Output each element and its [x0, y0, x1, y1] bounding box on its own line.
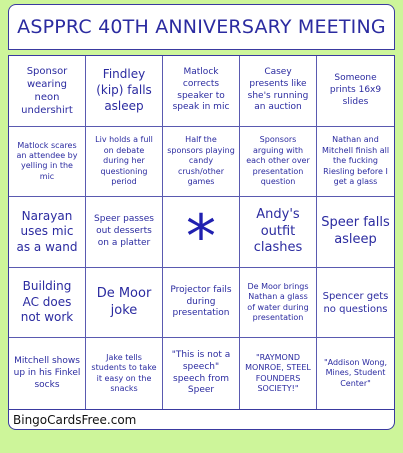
bingo-cell-text: Someone prints 16x9 slides	[329, 73, 382, 107]
bingo-cell-text: Andy's outfit clashes	[253, 206, 303, 256]
bingo-cell-text: Speer falls asleep	[321, 215, 390, 247]
bingo-cell-text: Spencer gets no questions	[322, 290, 389, 315]
bingo-cell[interactable]	[86, 268, 163, 339]
bingo-cell-text: Jake tells students to take it easy on the snacks	[91, 352, 157, 394]
bingo-cell-text: De Moor brings Nathan a glass of water during presentation	[247, 281, 309, 322]
bingo-cell[interactable]	[240, 197, 317, 268]
bingo-cell-text: Half the sponsors playing candy crush/other games	[167, 135, 235, 186]
bingo-cell[interactable]	[163, 56, 240, 127]
bingo-cell-text: Speer passes out desserts on a platter	[94, 214, 154, 248]
bingo-cell[interactable]	[240, 338, 317, 409]
asterisk-icon: *	[186, 202, 216, 268]
card-footer	[8, 410, 395, 430]
bingo-cell[interactable]	[317, 127, 394, 198]
bingo-cell-text: Sponsors arguing with each other over presentation question	[246, 135, 310, 186]
bingo-cell[interactable]	[240, 127, 317, 198]
footer-credit: BingoCardsFree.com	[13, 412, 137, 427]
bingo-cell-text: De Moor joke	[96, 285, 152, 318]
bingo-cell[interactable]	[317, 338, 394, 409]
bingo-cell[interactable]	[86, 127, 163, 198]
bingo-cell[interactable]	[9, 197, 86, 268]
bingo-cell[interactable]	[86, 197, 163, 268]
bingo-cell[interactable]	[9, 127, 86, 198]
bingo-cell-text: Casey presents like she's running an auction	[247, 67, 309, 113]
bingo-cell-text: Building AC does not work	[20, 279, 74, 325]
bingo-cell[interactable]	[9, 268, 86, 339]
bingo-cell-text: Liv holds a full on debate during her questioning period	[95, 135, 153, 186]
bingo-cell-text: Projector fails during presentation	[170, 285, 232, 319]
bingo-cell[interactable]	[240, 56, 317, 127]
bingo-cell-text: "Addison Wong, Mines, Student Center"	[323, 358, 388, 388]
bingo-cell[interactable]	[86, 338, 163, 409]
bingo-cell[interactable]	[317, 197, 394, 268]
bingo-cell-free[interactable]	[163, 197, 240, 268]
bingo-cell[interactable]	[317, 268, 394, 339]
bingo-cell-text: Mitchell shows up in his Finkel socks	[13, 356, 81, 390]
bingo-grid	[8, 55, 395, 410]
bingo-cell[interactable]	[163, 268, 240, 339]
bingo-cell[interactable]	[163, 127, 240, 198]
bingo-cell-text: Matlock scares an attendee by yelling in the mic	[16, 140, 78, 181]
bingo-cell-text: "RAYMOND MONROE, STEEL FOUNDERS SOCIETY!"	[245, 352, 311, 394]
bingo-cell-text: Nathan and Mitchell finish all the fucking Riesling before I get a glass	[321, 135, 390, 186]
bingo-cell-text: Matlock corrects speaker to speak in mic	[172, 67, 230, 113]
bingo-cell[interactable]	[240, 268, 317, 339]
bingo-cell[interactable]	[317, 56, 394, 127]
card-title: ASPPRC 40TH ANNIVERSARY MEETING	[17, 16, 386, 38]
bingo-cell-text: Sponsor wearing neon undershirt	[21, 65, 73, 116]
bingo-cell[interactable]	[9, 56, 86, 127]
bingo-cell[interactable]	[9, 338, 86, 409]
bingo-cell[interactable]	[86, 56, 163, 127]
bingo-cell-text: Narayan uses mic as a wand	[16, 208, 78, 254]
bingo-cell-text: Findley (kip) falls asleep	[96, 67, 152, 113]
bingo-cell-text: "This is not a speech" speech from Speer	[171, 350, 231, 396]
bingo-cell[interactable]	[163, 338, 240, 409]
card-header	[8, 4, 395, 50]
